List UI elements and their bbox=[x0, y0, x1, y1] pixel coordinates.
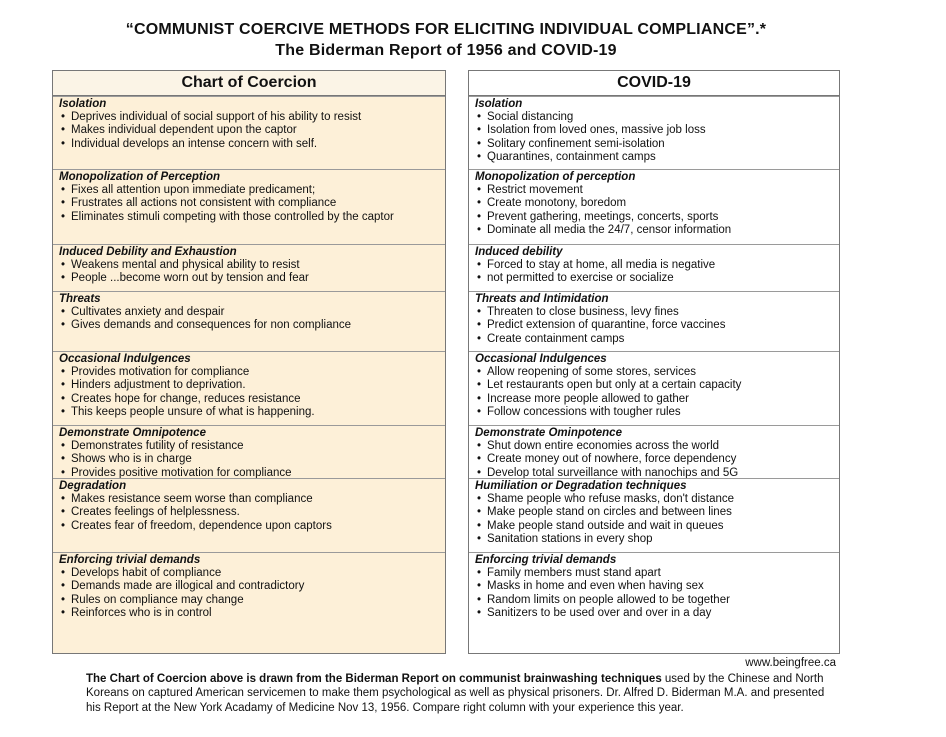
coercion-list-item: • Demands made are illogical and contradictory bbox=[59, 580, 439, 593]
coercion-section bbox=[53, 351, 445, 425]
covid-list-item: • Let restaurants open but only at a certain capacity bbox=[475, 379, 833, 392]
coercion-section-list bbox=[59, 366, 439, 419]
coercion-section bbox=[53, 552, 445, 656]
covid-list-item: • Masks in home and even when having sex bbox=[475, 580, 833, 593]
coercion-list-item: • Provides motivation for compliance bbox=[59, 366, 439, 379]
covid-section-heading: Humiliation or Degradation techniques bbox=[475, 480, 687, 492]
coercion-list-item: • Reinforces who is in control bbox=[59, 607, 439, 620]
coercion-list-item: • Demonstrates futility of resistance bbox=[59, 440, 439, 453]
coercion-list-item: • Creates hope for change, reduces resistance bbox=[59, 393, 439, 406]
coercion-section-list bbox=[59, 440, 439, 480]
covid-list-item: • Social distancing bbox=[475, 111, 833, 124]
covid-list-item: • Shame people who refuse masks, don't distance bbox=[475, 493, 833, 506]
coercion-section-list bbox=[59, 111, 439, 151]
document-page bbox=[52, 18, 840, 737]
covid-list-item: • Dominate all media the 24/7, censor information bbox=[475, 224, 833, 237]
left-column-header: Chart of Coercion bbox=[53, 71, 445, 96]
coercion-list-item: • Provides positive motivation for compliance bbox=[59, 467, 439, 480]
coercion-section-heading: Monopolization of Perception bbox=[59, 171, 220, 183]
coercion-list-item: • This keeps people unsure of what is happening. bbox=[59, 406, 439, 419]
coercion-list-item: • Makes resistance seem worse than compliance bbox=[59, 493, 439, 506]
covid-list-item: • Follow concessions with tougher rules bbox=[475, 406, 833, 419]
covid-section-list bbox=[475, 111, 833, 164]
coercion-section bbox=[53, 244, 445, 291]
covid-section bbox=[469, 351, 839, 425]
coercion-list-item: • Weakens mental and physical ability to resist bbox=[59, 259, 439, 272]
coercion-list-item: • Frustrates all actions not consistent with compliance bbox=[59, 197, 439, 210]
left-column bbox=[52, 70, 446, 654]
coercion-list-item: • People ...become worn out by tension and fear bbox=[59, 272, 439, 285]
right-column-header: COVID-19 bbox=[469, 71, 839, 96]
coercion-list-item: • Cultivates anxiety and despair bbox=[59, 306, 439, 319]
coercion-section-list bbox=[59, 259, 439, 285]
coercion-list-item: • Shows who is in charge bbox=[59, 453, 439, 466]
coercion-section-list bbox=[59, 493, 439, 533]
coercion-section bbox=[53, 96, 445, 169]
coercion-section-list bbox=[59, 184, 439, 224]
coercion-section-heading: Enforcing trivial demands bbox=[59, 554, 201, 566]
covid-section-list bbox=[475, 306, 833, 346]
covid-section bbox=[469, 552, 839, 656]
covid-section-heading: Isolation bbox=[475, 98, 523, 110]
coercion-section-list bbox=[59, 567, 439, 620]
coercion-section-heading: Occasional Indulgences bbox=[59, 353, 191, 365]
coercion-section bbox=[53, 291, 445, 351]
covid-list-item: • Allow reopening of some stores, services bbox=[475, 366, 833, 379]
covid-list-item: • Shut down entire economies across the world bbox=[475, 440, 833, 453]
covid-section-list bbox=[475, 440, 833, 480]
title-line-2: The Biderman Report of 1956 and COVID-19 bbox=[275, 42, 617, 59]
coercion-list-item: • Eliminates stimuli competing with those controlled by the captor bbox=[59, 211, 439, 224]
covid-list-item: • Sanitizers to be used over and over in a day bbox=[475, 607, 833, 620]
covid-section bbox=[469, 96, 839, 169]
covid-list-item: • Create money out of nowhere, force dependency bbox=[475, 453, 833, 466]
covid-list-item: • Create monotony, boredom bbox=[475, 197, 833, 210]
covid-list-item: • Forced to stay at home, all media is negative bbox=[475, 259, 833, 272]
covid-list-item: • Predict extension of quarantine, force vaccines bbox=[475, 319, 833, 332]
covid-section-heading: Demonstrate Ominpotence bbox=[475, 427, 622, 439]
coercion-list-item: • Makes individual dependent upon the captor bbox=[59, 124, 439, 137]
coercion-section bbox=[53, 425, 445, 478]
coercion-section bbox=[53, 169, 445, 244]
coercion-list-item: • Gives demands and consequences for non compliance bbox=[59, 319, 439, 332]
coercion-list-item: • Creates feelings of helplessness. bbox=[59, 506, 439, 519]
coercion-list-item: • Develops habit of compliance bbox=[59, 567, 439, 580]
covid-list-item: • Isolation from loved ones, massive job loss bbox=[475, 124, 833, 137]
covid-section-list bbox=[475, 366, 833, 419]
website-link[interactable]: www.beingfree.ca bbox=[745, 657, 836, 669]
covid-section-heading: Occasional Indulgences bbox=[475, 353, 607, 365]
coercion-section bbox=[53, 478, 445, 552]
covid-list-item: • Quarantines, containment camps bbox=[475, 151, 833, 164]
footer-bold-intro: The Chart of Coercion above is drawn from the Biderman Report on communist brainwashing techniques bbox=[86, 673, 662, 686]
covid-list-item: • Family members must stand apart bbox=[475, 567, 833, 580]
covid-section-heading: Monopolization of perception bbox=[475, 171, 636, 183]
footer-rest: used by the Chinese and North Koreans on captured American servicemen to make them psychological as well as physical prisoners. Dr. Alfred D. Biderman M.A. and presented his Report at the New York Acadamy of Medicine Nov 13, 1956. Compare right column with your experience this year. bbox=[86, 673, 825, 714]
covid-section-list bbox=[475, 184, 833, 237]
covid-section bbox=[469, 244, 839, 291]
covid-section bbox=[469, 291, 839, 351]
right-column bbox=[468, 70, 840, 654]
coercion-section-heading: Induced Debility and Exhaustion bbox=[59, 246, 237, 258]
covid-section bbox=[469, 478, 839, 552]
covid-list-item: • Sanitation stations in every shop bbox=[475, 533, 833, 546]
coercion-list-item: • Hinders adjustment to deprivation. bbox=[59, 379, 439, 392]
title-line-1: “COMMUNIST COERCIVE METHODS FOR ELICITING INDIVIDUAL COMPLIANCE”.* bbox=[125, 21, 767, 38]
coercion-section-heading: Demonstrate Omnipotence bbox=[59, 427, 206, 439]
covid-section-list bbox=[475, 493, 833, 546]
covid-section-list bbox=[475, 567, 833, 620]
coercion-section-heading: Degradation bbox=[59, 480, 127, 492]
coercion-section-heading: Isolation bbox=[59, 98, 107, 110]
covid-list-item: • Restrict movement bbox=[475, 184, 833, 197]
covid-list-item: • Make people stand on circles and between lines bbox=[475, 506, 833, 519]
coercion-list-item: • Rules on compliance may change bbox=[59, 594, 439, 607]
footer bbox=[86, 656, 836, 715]
coercion-section-heading: Threats bbox=[59, 293, 101, 305]
coercion-list-item: • Creates fear of freedom, dependence upon captors bbox=[59, 520, 439, 533]
covid-list-item: • Develop total surveillance with nanochips and 5G bbox=[475, 467, 833, 480]
covid-list-item: • Threaten to close business, levy fines bbox=[475, 306, 833, 319]
covid-section bbox=[469, 425, 839, 478]
coercion-section-list bbox=[59, 306, 439, 332]
covid-section bbox=[469, 169, 839, 244]
covid-list-item: • not permitted to exercise or socialize bbox=[475, 272, 833, 285]
coercion-list-item: • Deprives individual of social support of his ability to resist bbox=[59, 111, 439, 124]
covid-list-item: • Increase more people allowed to gather bbox=[475, 393, 833, 406]
covid-section-heading: Induced debility bbox=[475, 246, 563, 258]
coercion-list-item: • Individual develops an intense concern with self. bbox=[59, 138, 439, 151]
footer-text bbox=[86, 672, 836, 715]
covid-list-item: • Solitary confinement semi-isolation bbox=[475, 138, 833, 151]
covid-section-list bbox=[475, 259, 833, 285]
comparison-table bbox=[52, 70, 840, 654]
covid-list-item: • Prevent gathering, meetings, concerts, sports bbox=[475, 211, 833, 224]
covid-list-item: • Make people stand outside and wait in queues bbox=[475, 520, 833, 533]
covid-section-heading: Enforcing trivial demands bbox=[475, 554, 617, 566]
coercion-list-item: • Fixes all attention upon immediate predicament; bbox=[59, 184, 439, 197]
covid-list-item: • Create containment camps bbox=[475, 333, 833, 346]
covid-section-heading: Threats and Intimidation bbox=[475, 293, 609, 305]
covid-list-item: • Random limits on people allowed to be together bbox=[475, 594, 833, 607]
